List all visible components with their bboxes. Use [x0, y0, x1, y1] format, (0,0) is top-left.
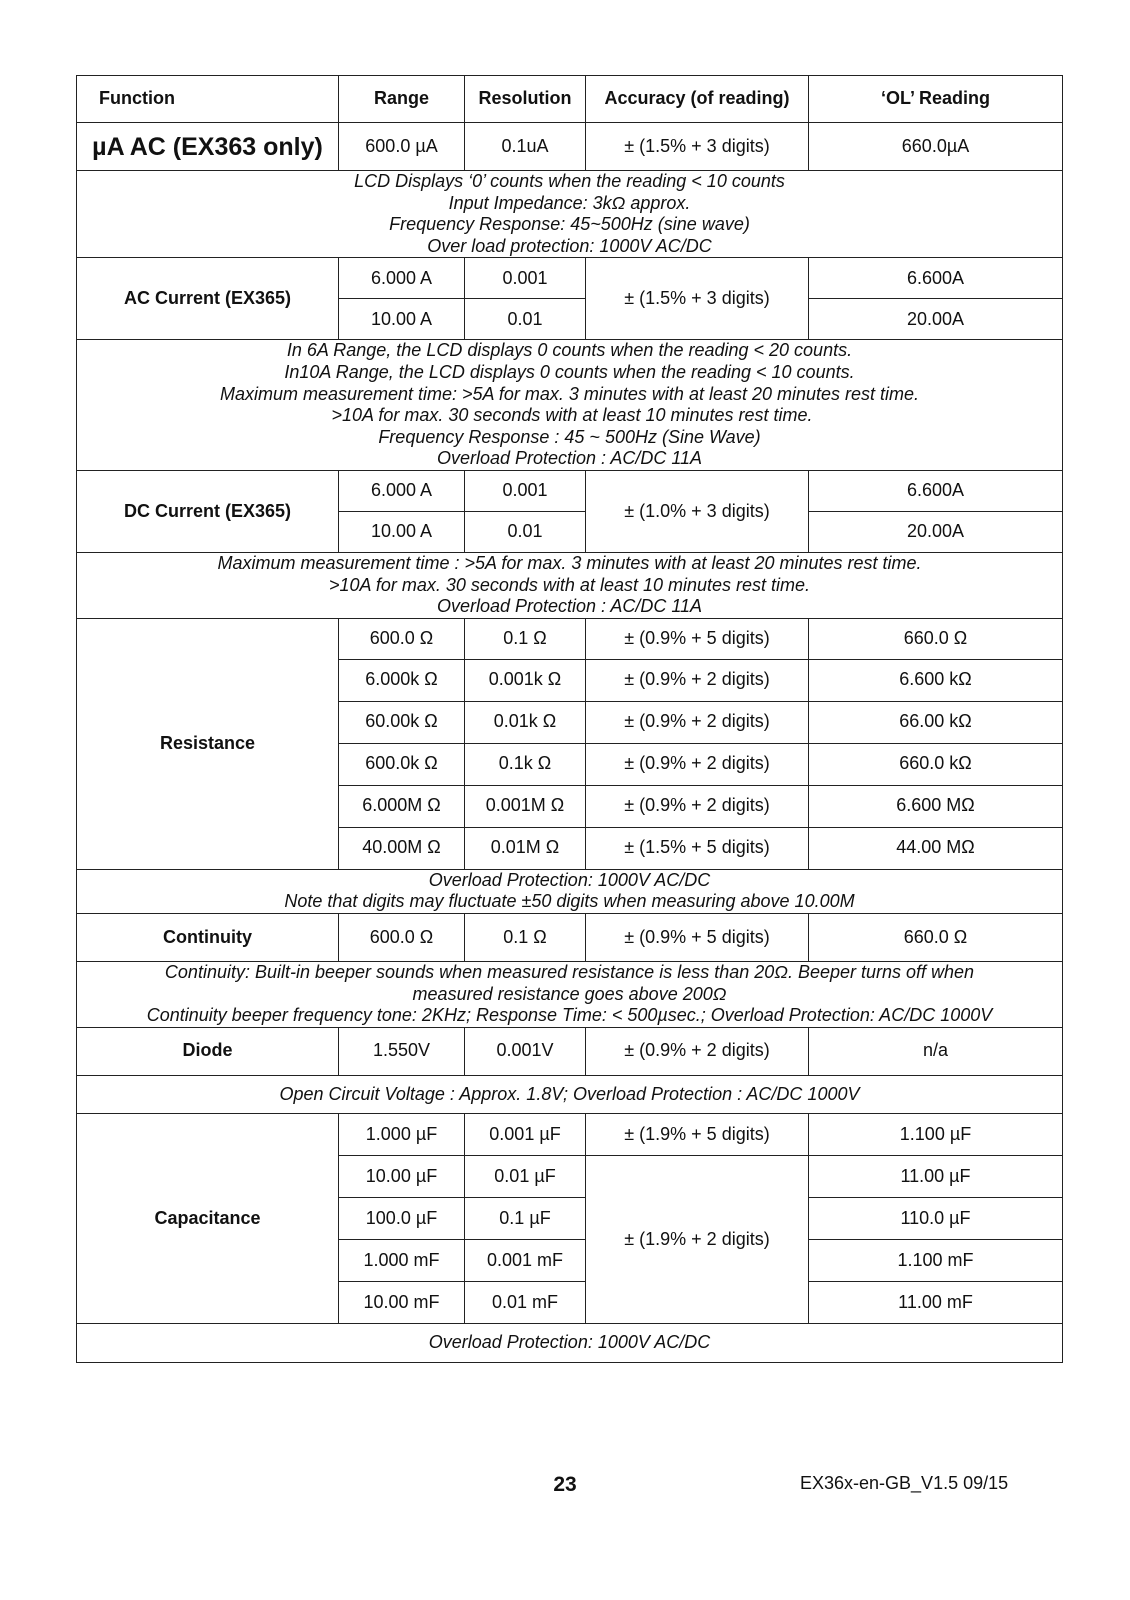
note-line: Overload Protection: 1000V AC/DC	[428, 1332, 711, 1353]
notes-row	[77, 869, 1063, 913]
ol-reading-cell: 1.100 mF	[809, 1240, 1063, 1282]
resolution-cell: 0.01	[465, 299, 586, 340]
note-line: In 6A Range, the LCD displays 0 counts when the reading < 20 counts.	[286, 340, 853, 361]
table-row	[77, 1114, 1063, 1156]
accuracy-cell: ± (1.5% + 3 digits)	[586, 258, 809, 340]
ol-reading-cell: 6.600 kΩ	[809, 659, 1063, 701]
ac-current-notes	[77, 340, 1063, 471]
resolution-cell: 0.1uA	[465, 123, 586, 171]
header-function: Function	[77, 76, 339, 123]
accuracy-cell: ± (1.9% + 5 digits)	[586, 1114, 809, 1156]
ol-reading-cell: 110.0 µF	[809, 1198, 1063, 1240]
function-diode: Diode	[77, 1027, 339, 1075]
header-resolution: Resolution	[465, 76, 586, 123]
resolution-cell: 0.001M Ω	[465, 785, 586, 827]
note-line: Overload Protection : AC/DC 11A	[436, 448, 703, 469]
table-row	[77, 123, 1063, 171]
accuracy-cell: ± (1.0% + 3 digits)	[586, 470, 809, 552]
header-ol-reading: ‘OL’ Reading	[809, 76, 1063, 123]
ol-reading-cell: 66.00 kΩ	[809, 701, 1063, 743]
range-cell: 60.00k Ω	[339, 701, 465, 743]
resolution-cell: 0.01k Ω	[465, 701, 586, 743]
note-line: Continuity: Built-in beeper sounds when measured resistance is less than 20Ω. Beeper turns off when	[164, 961, 975, 982]
document-code: EX36x-en-GB_V1.5 09/15	[800, 1473, 1009, 1493]
table-row	[77, 618, 1063, 659]
resolution-cell: 0.001 mF	[465, 1240, 586, 1282]
ol-reading-cell: 660.0 kΩ	[809, 743, 1063, 785]
continuity-notes	[77, 961, 1063, 1027]
note-line: >10A for max. 30 seconds with at least 10 minutes rest time.	[326, 405, 813, 426]
ol-reading-cell: 660.0 Ω	[809, 913, 1063, 961]
ol-reading-cell: 11.00 mF	[809, 1282, 1063, 1324]
range-cell: 6.000k Ω	[339, 659, 465, 701]
range-cell: 10.00 A	[339, 299, 465, 340]
note-line: Over load protection: 1000V AC/DC	[427, 235, 712, 256]
ua-ac-notes	[77, 171, 1063, 258]
ol-reading-cell: 6.600 MΩ	[809, 785, 1063, 827]
function-capacitance: Capacitance	[77, 1114, 339, 1324]
resolution-cell: 0.001V	[465, 1027, 586, 1075]
dc-current-notes	[77, 552, 1063, 618]
table-row	[77, 1027, 1063, 1075]
range-cell: 600.0 Ω	[339, 913, 465, 961]
header-accuracy: Accuracy (of reading)	[586, 76, 809, 123]
accuracy-cell: ± (1.9% + 2 digits)	[586, 1156, 809, 1324]
table-row	[77, 470, 1063, 511]
notes-row	[77, 552, 1063, 618]
range-cell: 10.00 mF	[339, 1282, 465, 1324]
ol-reading-cell: 1.100 µF	[809, 1114, 1063, 1156]
range-cell: 10.00 A	[339, 511, 465, 552]
range-cell: 6.000 A	[339, 470, 465, 511]
resolution-cell: 0.01	[465, 511, 586, 552]
resolution-cell: 0.1 Ω	[465, 618, 586, 659]
note-line: Maximum measurement time: >5A for max. 3 minutes with at least 20 minutes rest time.	[219, 383, 920, 404]
accuracy-cell: ± (0.9% + 2 digits)	[586, 743, 809, 785]
range-cell: 1.000 µF	[339, 1114, 465, 1156]
notes-row	[77, 171, 1063, 258]
range-cell: 40.00M Ω	[339, 827, 465, 869]
function-dc-current: DC Current (EX365)	[77, 470, 339, 552]
capacitance-notes	[77, 1324, 1063, 1363]
resistance-notes	[77, 869, 1063, 913]
range-cell: 1.550V	[339, 1027, 465, 1075]
resolution-cell: 0.001	[465, 258, 586, 299]
accuracy-cell: ± (0.9% + 2 digits)	[586, 659, 809, 701]
resolution-cell: 0.01 µF	[465, 1156, 586, 1198]
range-cell: 1.000 mF	[339, 1240, 465, 1282]
note-line: Continuity beeper frequency tone: 2KHz; Response Time: < 500µsec.; Overload Protection: AC/DC 1000V	[146, 1005, 993, 1026]
ol-reading-cell: 11.00 µF	[809, 1156, 1063, 1198]
header-range: Range	[339, 76, 465, 123]
resolution-cell: 0.001	[465, 470, 586, 511]
resolution-cell: 0.001k Ω	[465, 659, 586, 701]
note-line: Overload Protection : AC/DC 11A	[436, 596, 703, 617]
accuracy-cell: ± (1.5% + 3 digits)	[586, 123, 809, 171]
specification-table	[76, 75, 1063, 1363]
resolution-cell: 0.1 Ω	[465, 913, 586, 961]
resolution-cell: 0.01 mF	[465, 1282, 586, 1324]
note-line: LCD Displays ‘0’ counts when the reading < 10 counts	[354, 171, 785, 191]
accuracy-cell: ± (0.9% + 2 digits)	[586, 701, 809, 743]
ol-reading-cell: 20.00A	[809, 511, 1063, 552]
ol-reading-cell: 6.600A	[809, 470, 1063, 511]
ol-reading-cell: 20.00A	[809, 299, 1063, 340]
accuracy-cell: ± (0.9% + 2 digits)	[586, 785, 809, 827]
note-line: Overload Protection: 1000V AC/DC	[428, 869, 711, 890]
resolution-cell: 0.1k Ω	[465, 743, 586, 785]
range-cell: 600.0 µA	[339, 123, 465, 171]
note-line: Open Circuit Voltage : Approx. 1.8V; Overload Protection : AC/DC 1000V	[279, 1083, 860, 1104]
notes-row	[77, 1324, 1063, 1363]
diode-notes	[77, 1075, 1063, 1114]
ol-reading-cell: n/a	[809, 1027, 1063, 1075]
range-cell: 100.0 µF	[339, 1198, 465, 1240]
function-ua-ac: µA AC (EX363 only)	[77, 123, 339, 171]
notes-row	[77, 961, 1063, 1027]
accuracy-cell: ± (0.9% + 5 digits)	[586, 913, 809, 961]
range-cell: 600.0 Ω	[339, 618, 465, 659]
ol-reading-cell: 660.0µA	[809, 123, 1063, 171]
note-line: Maximum measurement time : >5A for max. 3 minutes with at least 20 minutes rest time.	[217, 552, 922, 573]
function-ac-current: AC Current (EX365)	[77, 258, 339, 340]
range-cell: 10.00 µF	[339, 1156, 465, 1198]
function-continuity: Continuity	[77, 913, 339, 961]
ol-reading-cell: 6.600A	[809, 258, 1063, 299]
range-cell: 6.000 A	[339, 258, 465, 299]
note-line: >10A for max. 30 seconds with at least 10 minutes rest time.	[328, 574, 811, 595]
note-line: Frequency Response: 45~500Hz (sine wave)	[389, 214, 750, 235]
ol-reading-cell: 660.0 Ω	[809, 618, 1063, 659]
note-line: Input Impedance: 3kΩ approx.	[448, 192, 691, 213]
function-resistance: Resistance	[77, 618, 339, 869]
notes-row	[77, 1075, 1063, 1114]
range-cell: 6.000M Ω	[339, 785, 465, 827]
note-line: Frequency Response : 45 ~ 500Hz (Sine Wave)	[378, 426, 761, 447]
resolution-cell: 0.001 µF	[465, 1114, 586, 1156]
note-line: Note that digits may fluctuate ±50 digits when measuring above 10.00M	[284, 891, 855, 912]
table-row	[77, 913, 1063, 961]
note-line: measured resistance goes above 200Ω	[412, 983, 727, 1004]
note-line: In10A Range, the LCD displays 0 counts when the reading < 10 counts.	[284, 361, 855, 382]
table-row	[77, 258, 1063, 299]
accuracy-cell: ± (0.9% + 5 digits)	[586, 618, 809, 659]
page-number: 23	[553, 1473, 577, 1496]
notes-row	[77, 340, 1063, 471]
range-cell: 600.0k Ω	[339, 743, 465, 785]
resolution-cell: 0.01M Ω	[465, 827, 586, 869]
ol-reading-cell: 44.00 MΩ	[809, 827, 1063, 869]
accuracy-cell: ± (0.9% + 2 digits)	[586, 1027, 809, 1075]
accuracy-cell: ± (1.5% + 5 digits)	[586, 827, 809, 869]
table-header-row	[77, 76, 1063, 123]
resolution-cell: 0.1 µF	[465, 1198, 586, 1240]
